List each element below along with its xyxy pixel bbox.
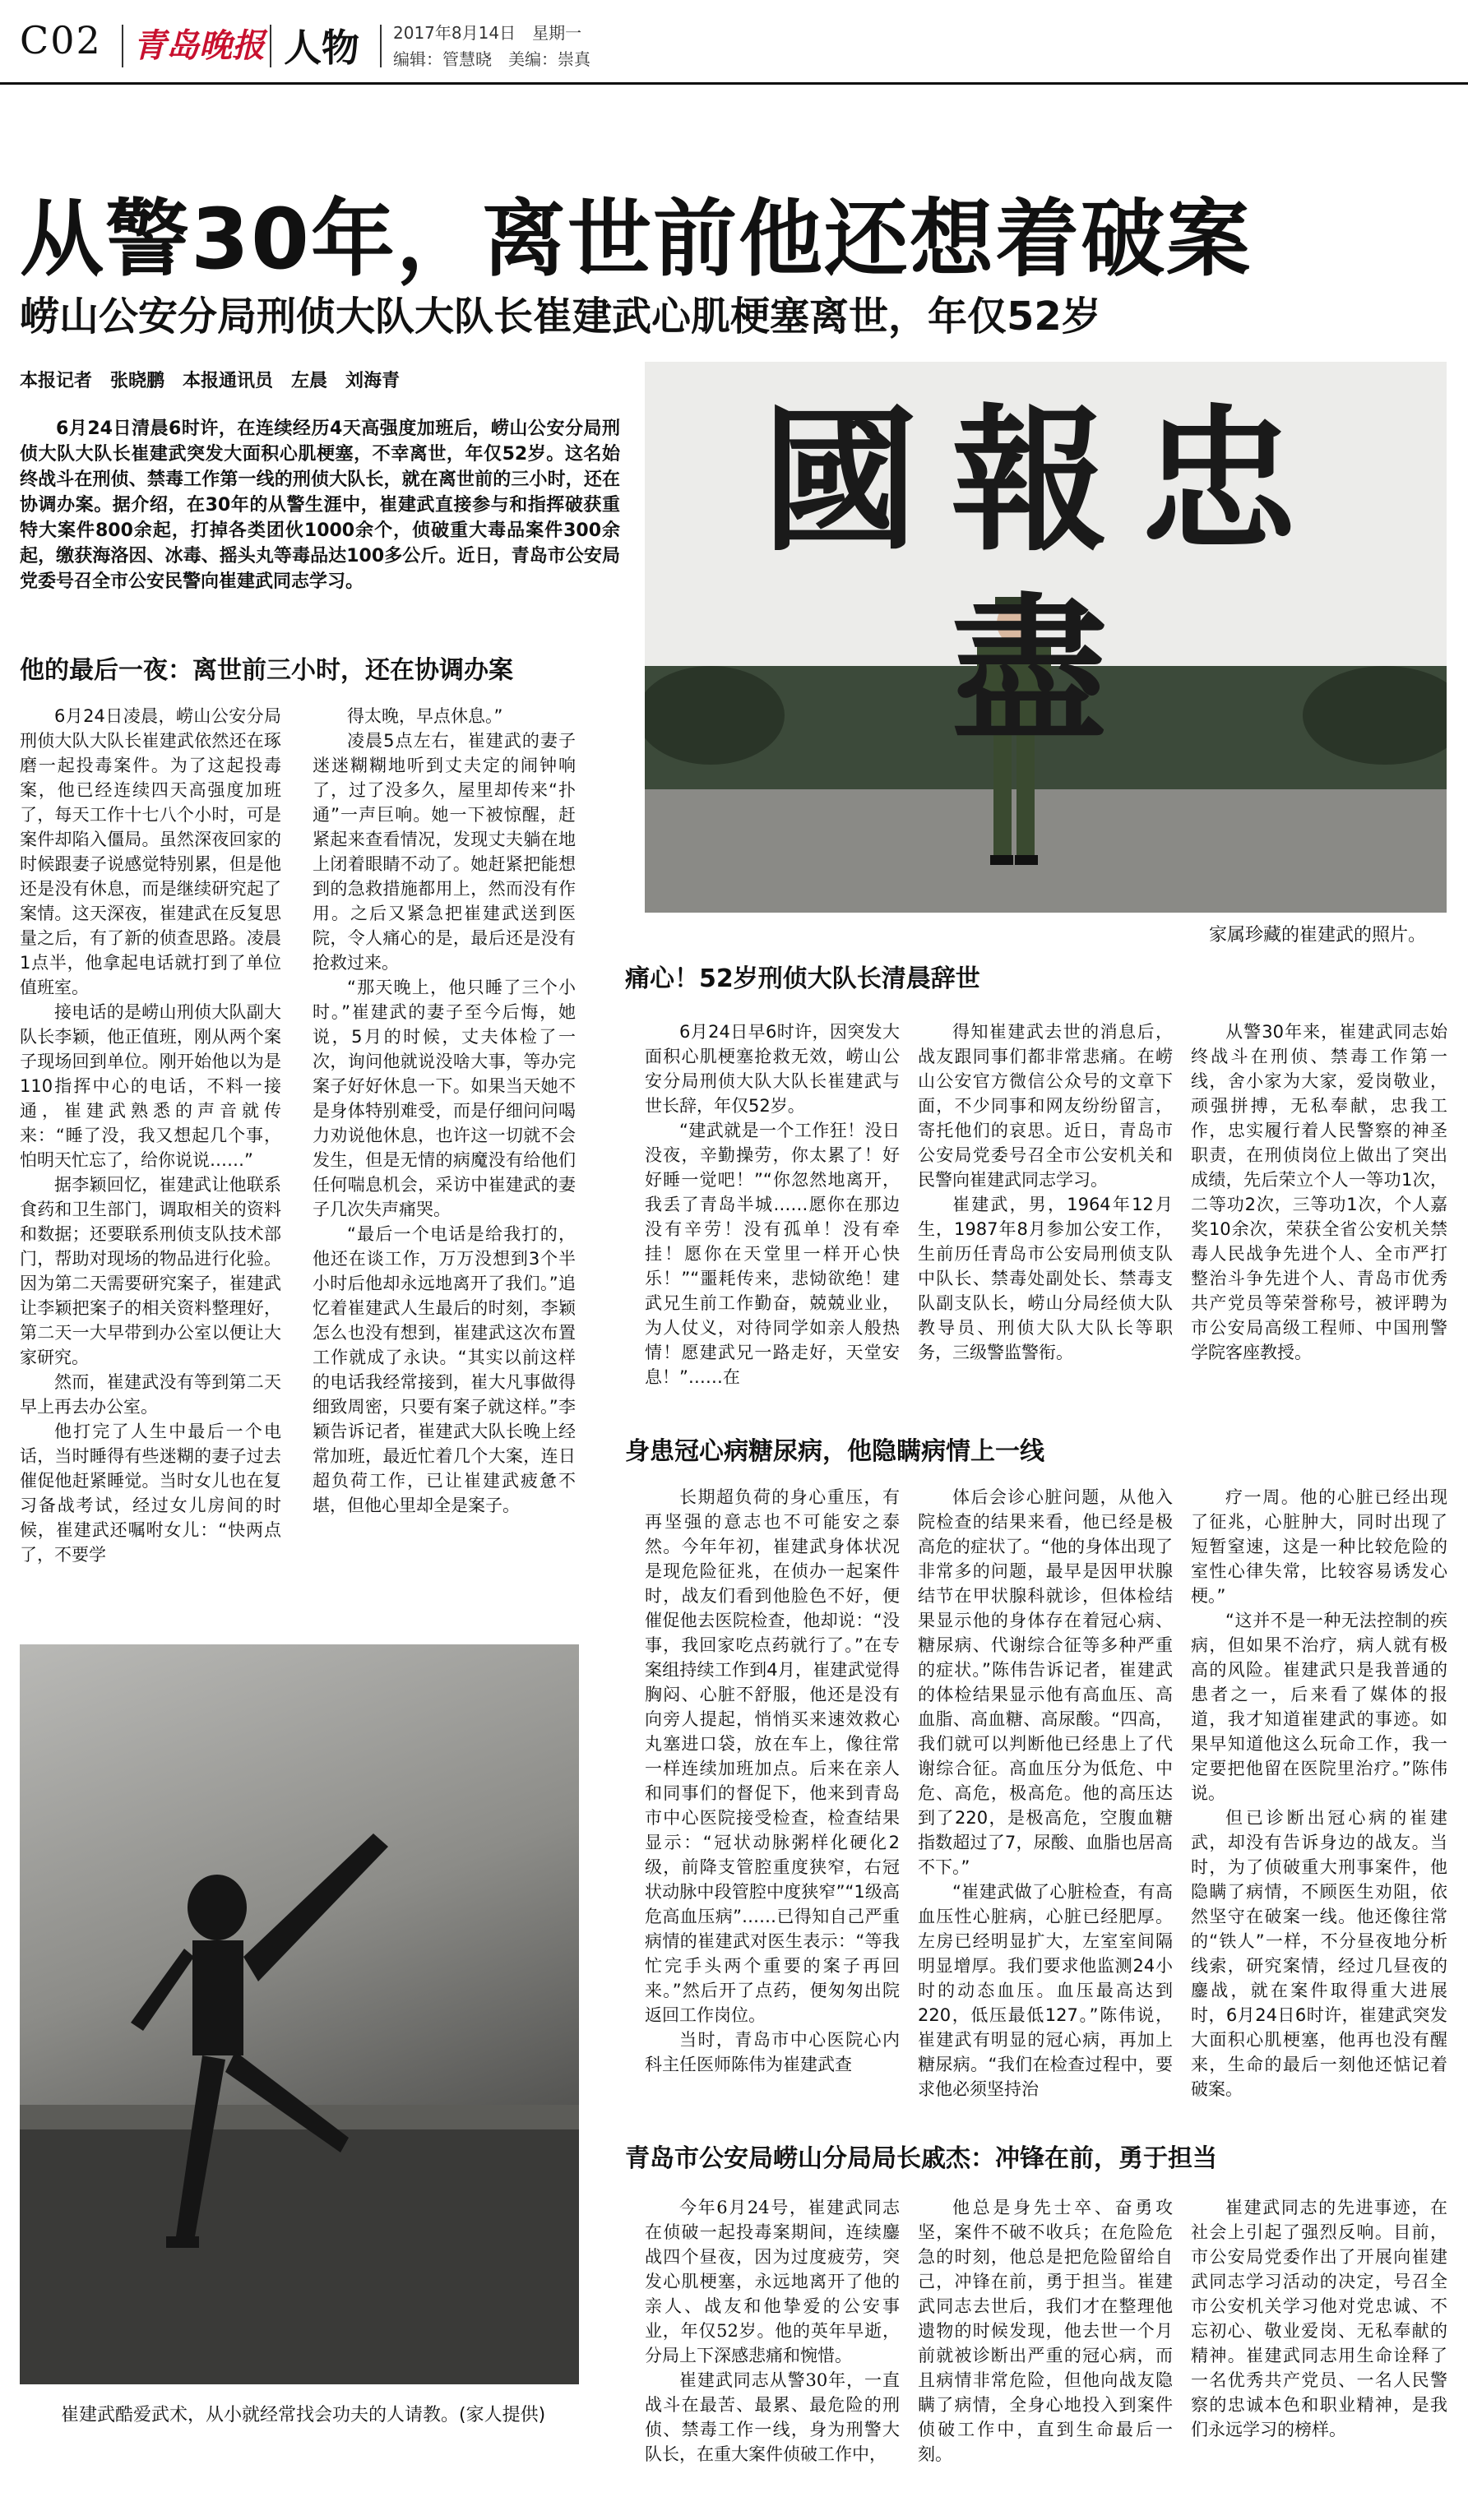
section4-title: 青岛市公安局崂山分局局长戚杰：冲锋在前，勇于担当: [625, 2144, 1217, 2173]
paragraph: “那天晚上，他只睡了三个小时。”崔建武的妻子至今后悔，她说，5月的时候，丈夫体检了一次，询问他就说没啥大事，等办完案子好好休息一下。如果当天她不是身体特别难受，而是仔细问问喝力劝说他休息，也许这一切就不会发生，但是无情的病魔没有给他们任何喘息机会，采访中崔建武的妻子几次失声痛哭。: [313, 978, 576, 1219]
section1-col1: [20, 704, 281, 1621]
section1-title: 他的最后一夜：离世前三小时，还在协调办案: [20, 656, 513, 685]
paragraph: 体后会诊心脏问题，从他入院检查的结果来看，他已经是极高危的症状了。“他的身体出现了非常多的问题，最早是因甲状腺结节在甲状腺科就诊，但体检结果显示他的身体存在着冠心病、糖尿病、代谢综合征等多种严重的症状。”陈伟告诉记者，崔建武的体检结果显示他有高血压、高血脂、高血糖、高尿酸。“四高，我们就可以判断他已经患上了代谢综合征。高血压分为低危、中危、高危，极高危。他的高压达到了220，是极高危，空腹血糖指数超过了7，尿酸、血脂也居高不下。”: [918, 1487, 1173, 1877]
section-name: 人物: [284, 25, 359, 70]
header-divider: [122, 25, 123, 67]
section2-col3: [1191, 1020, 1447, 1414]
paragraph: “最后一个电话是给我打的，他还在谈工作，万万没想到3个半小时后他却永远地离开了我们。”追忆着崔建武人生最后的时刻，李颖怎么也没有想到，崔建武这次布置工作就成了永诀。“其实以前这样的电话我经常接到，崔大凡事做得细致周密，只要有案子就这样。”李颖告诉记者，崔建武大队长晚上经常加班，最近忙着几个大案，连日超负荷工作，已让崔建武疲惫不堪，但他心里却全是案子。: [313, 1224, 576, 1515]
subheadline: 崂山公安分局刑侦大队大队长崔建武心肌梗塞离世，年仅52岁: [20, 294, 1101, 340]
header-divider: [270, 25, 271, 67]
lead-text: 6月24日清晨6时许，在连续经历4天高强度加班后，崂山公安分局刑侦大队大队长崔建武突发大面积心肌梗塞，不幸离世，年仅52岁。这名始终战斗在刑侦、禁毒工作第一线的刑侦大队长，就在离世前的三小时，还在协调办案。据介绍，在30年的从警生涯中，崔建武直接参与和指挥破获重特大案件800余起，打掉各类团伙1000余个，侦破重大毒品案件300余起，缴获海洛因、冰毒、摇头丸等毒品达100多公斤。近日，青岛市公安局党委号召全市公安民警向崔建武同志学习。: [20, 418, 620, 592]
paragraph: 今年6月24号，崔建武同志在侦破一起投毒案期间，连续鏖战四个昼夜，因为过度疲劳，突发心肌梗塞，永远地离开了他的亲人、战友和他挚爱的公安事业，年仅52岁。他的英年早逝，分局上下深感悲痛和惋惜。: [645, 2198, 900, 2365]
section3-title: 身患冠心病糖尿病，他隐瞒病情上一线: [625, 1437, 1044, 1466]
paragraph: “崔建武做了心脏检查，有高血压性心脏病，心脏已经肥厚。左房已经明显扩大，左室室间隔明显增厚。我们要求他监测24小时的动态血压。血压最高达到220，低压最低127。”陈伟说，崔建武有明显的冠心病，再加上糖尿病。“我们在检查过程中，要求他必须坚持治: [918, 1882, 1173, 2099]
section3-col2: [918, 1485, 1173, 2126]
byline: 本报记者 张晓鹏 本报通讯员 左晨 刘海青: [20, 371, 401, 391]
header-rule: [0, 82, 1468, 85]
paragraph: “建武就是一个工作狂！没日没夜，辛勤操劳，你太累了！好好睡一觉吧！”“你忽然地离开，我丢了青岛半城……愿你在那边没有辛劳！没有孤单！没有牵挂！愿你在天堂里一样开心快乐！”“噩耗传来，悲恸欲绝！建武兄生前工作勤奋，兢兢业业，为人仗义，对待同学如亲人般热情！愿建武兄一路走好，天堂安息！”……在: [645, 1121, 900, 1387]
paragraph: 6月24日早6时许，因突发大面积心肌梗塞抢救无效，崂山公安分局刑侦大队大队长崔建武与世长辞，年仅52岁。: [645, 1022, 900, 1116]
paragraph: 崔建武同志的先进事迹，在社会上引起了强烈反响。目前，市公安局党委作出了开展向崔建武同志学习活动的决定，号召全市公安机关学习他对党忠诚、不忘初心、敬业爱岗、无私奉献的精神。崔建武同志用生命诠释了一名优秀共产党员、一名人民警察的忠诚本色和职业精神，是我们永远学习的榜样。: [1191, 2198, 1447, 2439]
section3-col1: [645, 1485, 900, 2126]
paragraph: 当时，青岛市中心医院心内科主任医师陈伟为崔建武查: [645, 2030, 900, 2074]
photo-plaque: [645, 362, 1447, 913]
section3-col3: [1191, 1485, 1447, 2126]
section4-col3: [1191, 2195, 1447, 2508]
paragraph: 据李颖回忆，崔建武让他联系食药和卫生部门，调取相关的资料和数据；还要联系刑侦支队技术部门，帮助对现场的物品进行化验。因为第二天需要研究案子，崔建武让李颖把案子的相关资料整理好，第二天一大早带到办公室以便让大家研究。: [20, 1175, 281, 1367]
top-photo-caption: 家属珍藏的崔建武的照片。: [1209, 925, 1427, 946]
paragraph: 但已诊断出冠心病的崔建武，却没有告诉身边的战友。当时，为了侦破重大刑事案件，他隐瞒了病情，不顾医生劝阻，依然坚守在破案一线。他还像往常的“铁人”一样，不分昼夜地分析线索，研究案情，经过几昼夜的鏖战，就在案件取得重大进展时，6月24日6时许，崔建武突发大面积心肌梗塞，他再也没有醒来，生命的最后一刻他还惦记着破案。: [1191, 1808, 1447, 2099]
photo-martial-arts: [20, 1644, 579, 2384]
paragraph: 得太晚，早点休息。”: [347, 706, 503, 726]
paragraph: 疗一周。他的心脏已经出现了征兆，心脏肿大，同时出现了短暂窒速，这是一种比较危险的室性心律失常，比较容易诱发心梗。”: [1191, 1487, 1447, 1606]
plaque-calligraphy: 國報忠盡: [762, 389, 1330, 761]
paragraph: 然而，崔建武没有等到第二天早上再去办公室。: [20, 1372, 281, 1417]
section1-col2: [313, 704, 576, 1621]
paragraph: 崔建武同志从警30年，一直战斗在最苦、最累、最危险的刑侦、禁毒工作一线，身为刑警大队长，在重大案件侦破工作中，: [645, 2370, 900, 2464]
section2-col2: [918, 1020, 1173, 1414]
date-line: 2017年8月14日 星期一: [393, 23, 582, 43]
bottom-photo-caption: 崔建武酷爱武术，从小就经常找会功夫的人请教。(家人提供): [61, 2405, 546, 2425]
paragraph: 他总是身先士卒、奋勇攻坚，案件不破不收兵；在危险危急的时刻，他总是把危险留给自己，冲锋在前，勇于担当。崔建武同志去世后，我们才在整理他遗物的时候发现，他去世一个月前就被诊断出严重的冠心病，而且病情非常危险，但他向战友隐瞒了病情，全身心地投入到案件侦破工作中，直到生命最后一刻。: [918, 2198, 1173, 2464]
paragraph: 长期超负荷的身心重压，有再坚强的意志也不可能安之泰然。今年年初，崔建武身体状况是现危险征兆，在侦办一起案件时，战友们看到他脸色不好，便催促他去医院检查，他却说：“没事，我回家吃点药就行了。”在专案组持续工作到4月，崔建武觉得胸闷、心脏不舒服，他还是没有向旁人提起，悄悄买来速效救心丸塞进口袋，放在车上，像往常一样连续加班加点。后来在亲人和同事们的督促下，他来到青岛市中心医院接受检查，检查结果显示：“冠状动脉粥样化硬化2级，前降支管腔重度狭窄，右冠状动脉中段管腔中度狭窄”“1级高危高血压病”……已得知自己严重病情的崔建武对医生表示：“等我忙完手头两个重要的案子再回来。”然后开了点药，便匆匆出院返回工作岗位。: [645, 1487, 900, 2025]
paragraph: 得知崔建武去世的消息后，战友跟同事们都非常悲痛。在崂山公安官方微信公众号的文章下面，不少同事和网友纷纷留言，寄托他们的哀思。近日，青岛市公安局党委号召全市公安机关和民警向崔建武同志学习。: [918, 1022, 1173, 1190]
paragraph: 崔建武，男，1964年12月生，1987年8月参加公安工作，生前历任青岛市公安局刑侦支队中队长、禁毒处副处长、禁毒支队副支队长，崂山分局经侦大队教导员、刑侦大队大队长等职务，三级警监警衔。: [918, 1195, 1173, 1362]
section4-col1: [645, 2195, 900, 2508]
newspaper-logo: 青岛晚报: [133, 26, 265, 65]
section2-title: 痛心！52岁刑侦大队长清晨辞世: [625, 964, 980, 993]
editors-line: 编辑：管慧晓 美编：崇真: [393, 49, 590, 69]
paragraph: 他打完了人生中最后一个电话，当时睡得有些迷糊的妻子过去催促他赶紧睡觉。当时女儿也在复习备战考试，经过女儿房间的时候，崔建武还嘱咐女儿：“快两点了，不要学: [20, 1422, 281, 1565]
paragraph: 凌晨5点左右，崔建武的妻子迷迷糊糊地听到丈夫定的闹钟响了，过了没多久，屋里却传来“扑通”一声巨响。她一下被惊醒，赶紧起来查看情况，发现丈夫躺在地上闭着眼睛不动了。她赶紧把能想到的急救措施都用上，然而没有作用。之后又紧急把崔建武送到医院，令人痛心的是，最后还是没有抢救过来。: [313, 731, 576, 973]
lead-paragraph: [20, 416, 620, 594]
paragraph: “这并不是一种无法控制的疾病，但如果不治疗，病人就有极高的风险。崔建武只是我普通的患者之一，后来看了媒体的报道，我才知道崔建武的事迹。如果早知道他这么玩命工作，我一定要把他留在医院里治疗。”陈伟说。: [1191, 1611, 1447, 1803]
header-divider: [380, 25, 382, 67]
section2-col1: [645, 1020, 900, 1414]
page-number: C02: [20, 18, 102, 62]
paragraph: 从警30年来，崔建武同志始终战斗在刑侦、禁毒工作第一线，舍小家为大家，爱岗敬业，顽强拼搏，无私奉献，忠我工作，忠实履行着人民警察的神圣职责，在刑侦岗位上做出了突出成绩，先后荣立个人一等功1次，二等功2次，三等功1次，个人嘉奖10余次，荣获全省公安机关禁毒人民战争先进个人、全市严打整治斗争先进个人、青岛市优秀共产党员等荣誉称号，被评聘为市公安局高级工程师、中国刑警学院客座教授。: [1191, 1022, 1447, 1362]
section4-col2: [918, 2195, 1173, 2508]
paragraph: 6月24日凌晨，崂山公安分局刑侦大队大队长崔建武依然还在琢磨一起投毒案件。为了这起投毒案，他已经连续四天高强度加班了，每天工作十七八个小时，可是案件却陷入僵局。虽然深夜回家的时候跟妻子说感觉特别累，但是他还是没有休息，而是继续研究起了案情。这天深夜，崔建武在反复思量之后，有了新的侦查思路。凌晨1点半，他拿起电话就打到了单位值班室。: [20, 706, 281, 997]
child-kick-illustration: [20, 1644, 579, 2384]
headline: 从警30年，离世前他还想着破案: [20, 191, 1252, 289]
paragraph: 接电话的是崂山刑侦大队副大队长李颖，他正值班，刚从两个案子现场回到单位。刚开始他以为是110指挥中心的电话，不料一接通，崔建武熟悉的声音就传来：“睡了没，我又想起几个事，怕明天忙忘了，给你说说……”: [20, 1002, 281, 1170]
